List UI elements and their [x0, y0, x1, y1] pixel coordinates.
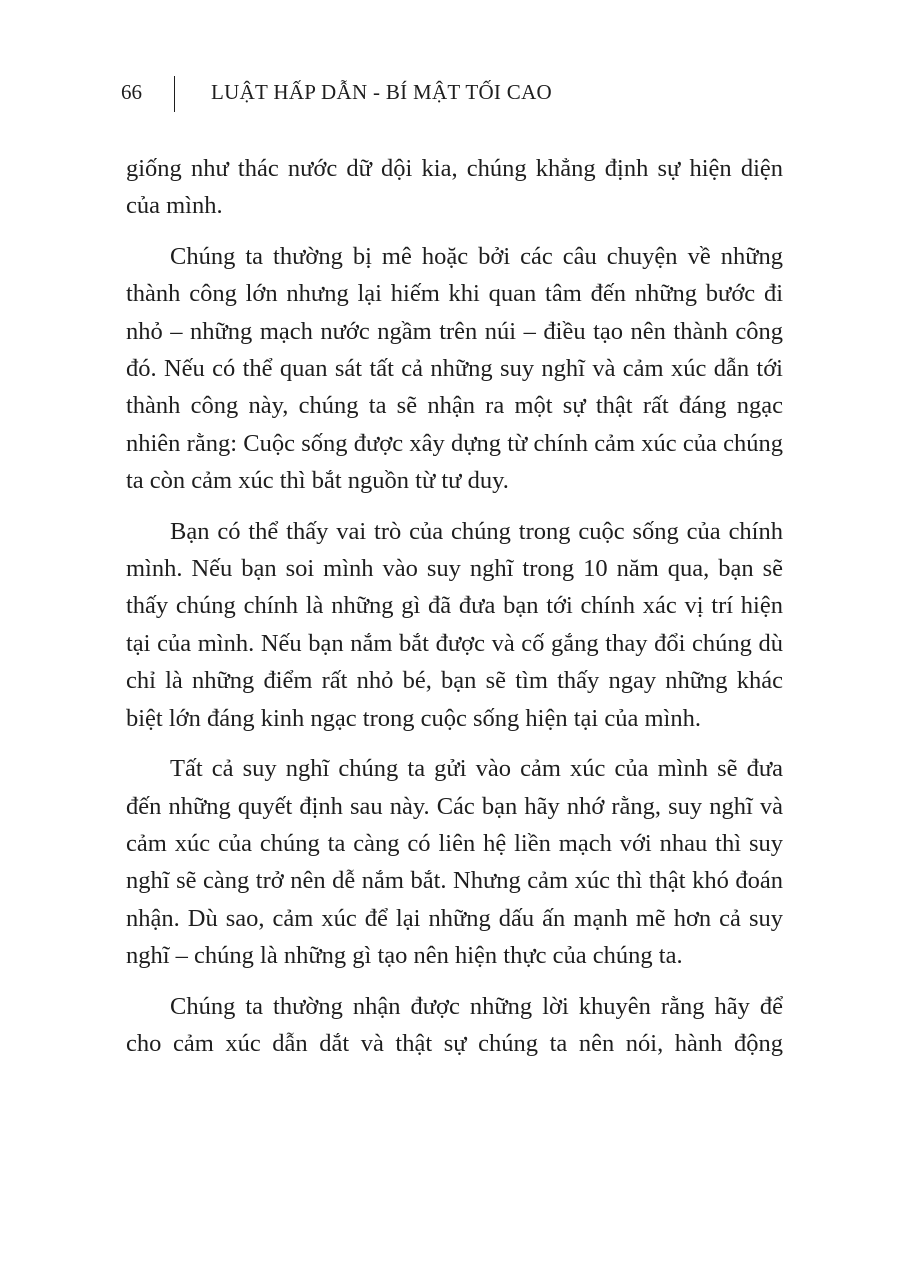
paragraph-continued: giống như thác nước dữ dội kia, chúng khẳng định sự hiện diện của mình. — [126, 155, 783, 220]
running-title: LUẬT HẤP DẪN - BÍ MẬT TỐI CAO — [211, 80, 553, 104]
paragraph: Tất cả suy nghĩ chúng ta gửi vào cảm xúc của mình sẽ đưa đến những quyết định sau này. Các bạn hãy nhớ rằng, suy nghĩ và cảm xúc của chúng ta càng có liên hệ liền mạch với nhau thì suy nghĩ sẽ càng trở nên dễ nắm bắt. Nhưng cảm xúc thì thật khó đoán nhận. Dù sao, cảm xúc để lại những dấu ấn mạnh mẽ hơn cả suy nghĩ – chúng là những gì tạo nên hiện thực của chúng ta. — [126, 755, 783, 970]
body-text — [126, 150, 783, 1075]
running-header — [0, 76, 910, 112]
paragraph-continues-next-page: Chúng ta thường nhận được những lời khuyên rằng hãy để cho cảm xúc dẫn dắt và thật sự chúng ta nên nói, hành động — [126, 992, 783, 1057]
header-divider — [174, 76, 175, 112]
page-number: 66 — [121, 80, 142, 104]
paragraph: Chúng ta thường bị mê hoặc bởi các câu chuyện về những thành công lớn nhưng lại hiếm khi quan tâm đến những bước đi nhỏ – những mạch nước ngầm trên núi – điều tạo nên thành công đó. Nếu có thể quan sát tất cả những suy nghĩ và cảm xúc dẫn tới thành công này, chúng ta sẽ nhận ra một sự thật rất đáng ngạc nhiên rằng: Cuộc sống được xây dựng từ chính cảm xúc của chúng ta còn cảm xúc thì bắt nguồn từ tư duy. — [126, 242, 783, 495]
paragraph: Bạn có thể thấy vai trò của chúng trong cuộc sống của chính mình. Nếu bạn soi mình vào suy nghĩ trong 10 năm qua, bạn sẽ thấy chúng chính là những gì đã đưa bạn tới chính xác vị trí hiện tại của mình. Nếu bạn nắm bắt được và cố gắng thay đổi chúng dù chỉ là những điểm rất nhỏ bé, bạn sẽ tìm thấy ngay những khác biệt lớn đáng kinh ngạc trong cuộc sống hiện tại của mình. — [126, 517, 783, 732]
